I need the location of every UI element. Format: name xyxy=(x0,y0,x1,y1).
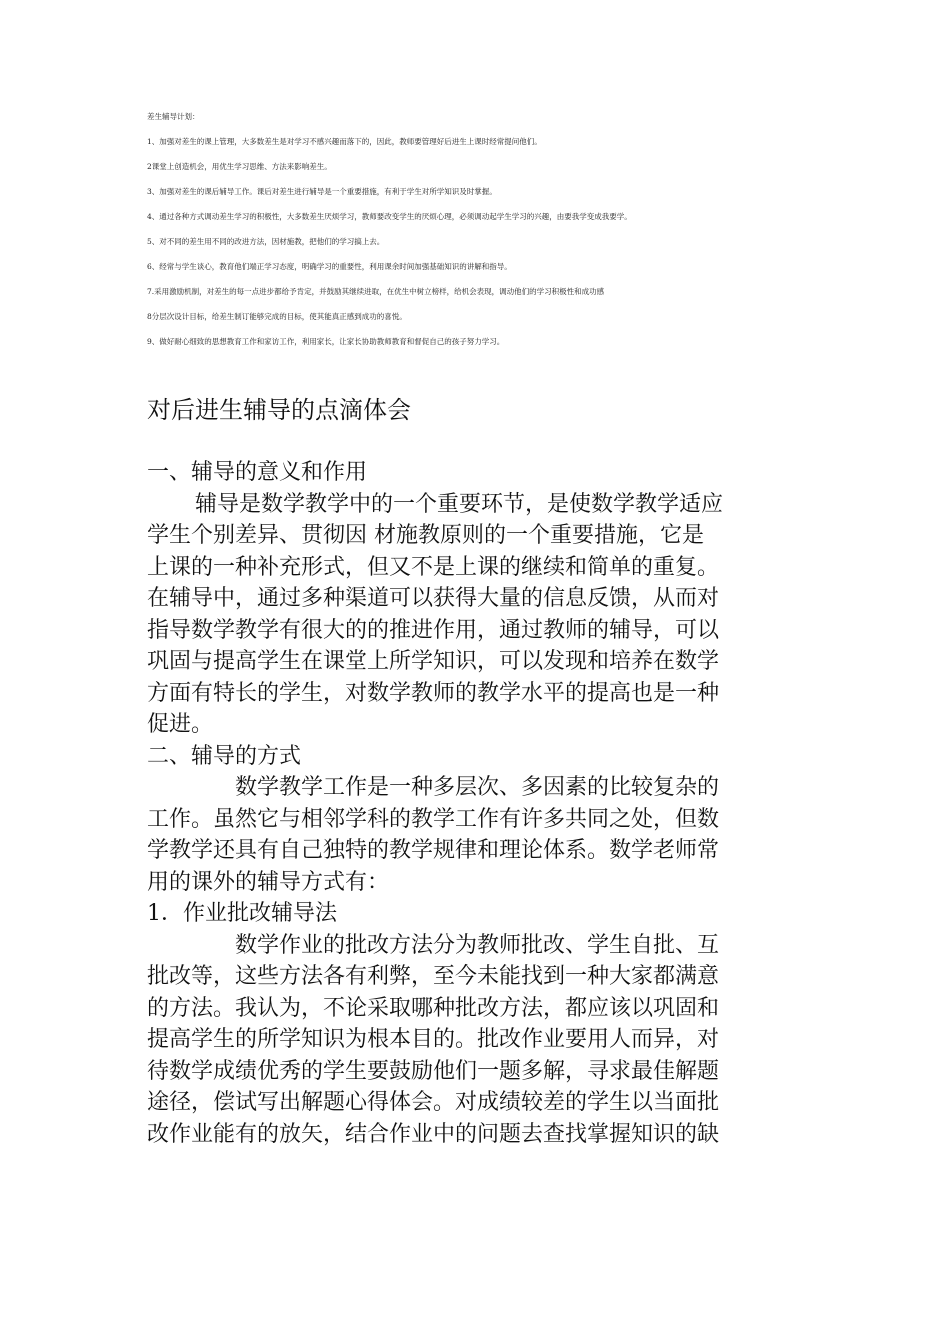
plan-item: 1、加强对差生的课上管理，大多数差生是对学习不感兴趣而落下的，因此，教师要管理好后进生上课时经常提问他们。 xyxy=(147,137,542,146)
tutoring-plan-section xyxy=(147,112,827,362)
plan-item: 2课堂上创造机会，用优生学习思维、方法来影响差生。 xyxy=(147,162,332,171)
paragraph-line: 用的课外的辅导方式有： xyxy=(147,869,390,895)
paragraph-line: 促进。 xyxy=(147,712,214,737)
paragraph-line: 巩固与提高学生在课堂上所学知识，可以发现和培养在数学 xyxy=(147,649,720,674)
section-heading: 一、辅导的意义和作用 xyxy=(147,460,368,485)
paragraph-line: 上课的一种补充形式，但又不是上课的继续和简单的重复。 xyxy=(147,554,720,580)
plan-item: 4、通过各种方式调动差生学习的积极性，大多数差生厌烦学习，教师要改变学生的厌烦心理，必须调动起学生学习的兴趣，由要我学变成我要学。 xyxy=(147,212,632,221)
plan-item: 8分层次设计目标，给差生制订能够完成的目标，使其能真正感到成功的喜悦。 xyxy=(147,312,407,321)
article-title: 对后进生辅导的点滴体会 xyxy=(147,396,411,424)
paragraph-line: 批改等，这些方法各有利弊，至今未能找到一种大家都满意 xyxy=(147,964,720,989)
plan-heading: 差生辅导计划： xyxy=(147,112,200,121)
section-heading: 二、辅导的方式 xyxy=(147,743,302,769)
paragraph-line: 待数学成绩优秀的学生要鼓励他们一题多解，寻求最佳解题 xyxy=(147,1058,720,1084)
paragraph-line: 辅导是数学教学中的一个重要环节，是使数学教学适应 xyxy=(195,491,724,517)
paragraph-line: 途径，偿试写出解题心得体会。对成绩较差的学生以当面批 xyxy=(147,1090,720,1115)
plan-item: 5、对不同的差生用不同的改进方法，因材施教，把他们的学习搞上去。 xyxy=(147,237,385,246)
paragraph-line: 的方法。我认为，不论采取哪种批改方法，都应该以巩固和 xyxy=(147,995,720,1021)
paragraph-line: 学教学还具有自己独特的教学规律和理论体系。数学老师常 xyxy=(147,838,720,863)
paragraph-line: 指导数学教学有很大的的推进作用，通过教师的辅导，可以 xyxy=(147,617,720,643)
paragraph-line: 工作。虽然它与相邻学科的教学工作有许多共同之处，但数 xyxy=(147,806,720,832)
article-section xyxy=(147,393,819,1150)
paragraph-line: 数学作业的批改方法分为教师批改、学生自批、互 xyxy=(235,932,720,958)
article-body xyxy=(147,457,819,1150)
plan-item: 7.采用激励机制，对差生的每一点进步都给予肯定，并鼓励其继续进取，在优生中树立榜样，给机会表现，调动他们的学习积极性和成功感 xyxy=(147,287,605,296)
plan-item: 3、加强对差生的课后辅导工作。课后对差生进行辅导是一个重要措施，有利于学生对所学知识及时掌握。 xyxy=(147,187,497,196)
paragraph-line: 在辅导中，通过多种渠道可以获得大量的信息反馈，从而对 xyxy=(147,586,720,611)
paragraph-line: 数学教学工作是一种多层次、多因素的比较复杂的 xyxy=(235,775,720,800)
paragraph-line: 学生个别差异、贯彻因 材施教原则的一个重要措施，它是 xyxy=(147,523,704,548)
paragraph-line: 方面有特长的学生，对数学教师的教学水平的提高也是一种 xyxy=(147,680,720,706)
paragraph-line: 提高学生的所学知识为根本目的。批改作业要用人而异，对 xyxy=(147,1027,720,1052)
plan-item: 9、做好耐心细致的思想教育工作和家访工作，利用家长，让家长协助教师教育和督促自己的孩子努力学习。 xyxy=(147,337,505,346)
paragraph-line: 改作业能有的放矢，结合作业中的问题去查找掌握知识的缺 xyxy=(147,1121,720,1147)
plan-item: 6、经常与学生谈心，教育他们端正学习态度，明确学习的重要性，利用课余时间加强基础知识的讲解和指导。 xyxy=(147,262,512,271)
subsection-heading: 1．作业批改辅导法 xyxy=(147,901,337,926)
